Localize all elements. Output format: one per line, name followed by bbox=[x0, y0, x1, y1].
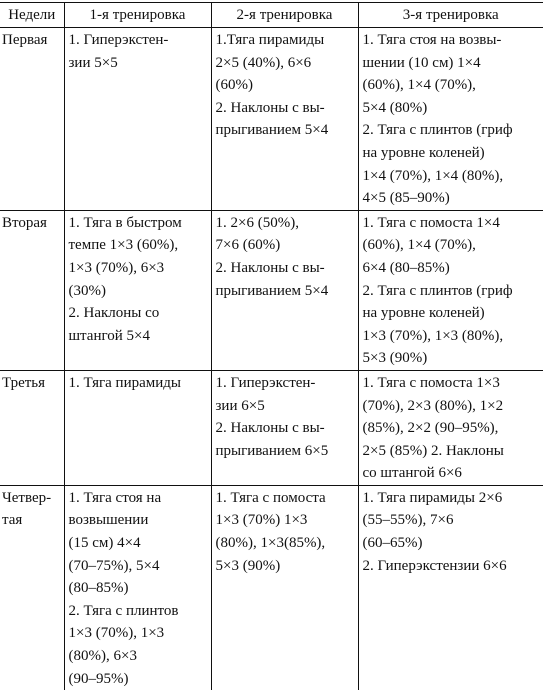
header-weeks: Недели bbox=[0, 3, 64, 28]
table-header-row bbox=[0, 3, 543, 28]
week-cell: Вторая bbox=[0, 210, 64, 370]
table-row bbox=[0, 485, 543, 690]
workout-2-cell: 1.Тяга пирамиды 2×5 (40%), 6×6 (60%) 2. Наклоны с вы- прыгиванием 5×4 bbox=[211, 28, 358, 211]
header-workout-2: 2-я тренировка bbox=[211, 3, 358, 28]
workout-1-cell: 1. Гиперэкстен- зии 5×5 bbox=[64, 28, 211, 211]
workout-1-cell: 1. Тяга стоя на возвышении (15 см) 4×4 (70–75%), 5×4 (80–85%) 2. Тяга с плинтов 1×3 (70%), 1×3 (80%), 6×3 (90–95%) bbox=[64, 485, 211, 690]
workout-3-cell: 1. Тяга с помоста 1×4 (60%), 1×4 (70%), 6×4 (80–85%) 2. Тяга с плинтов (гриф на уровне коленей) 1×3 (70%), 1×3 (80%), 5×3 (90%) bbox=[358, 210, 543, 370]
table-row bbox=[0, 210, 543, 370]
workout-2-cell: 1. Тяга с помоста 1×3 (70%) 1×3 (80%), 1×3(85%), 5×3 (90%) bbox=[211, 485, 358, 690]
workout-1-cell: 1. Тяга пирамиды bbox=[64, 370, 211, 485]
header-workout-1: 1-я тренировка bbox=[64, 3, 211, 28]
training-plan-table bbox=[0, 2, 543, 690]
table-row bbox=[0, 28, 543, 211]
table-row bbox=[0, 370, 543, 485]
week-cell: Первая bbox=[0, 28, 64, 211]
workout-2-cell: 1. 2×6 (50%), 7×6 (60%) 2. Наклоны с вы- прыгиванием 5×4 bbox=[211, 210, 358, 370]
workout-2-cell: 1. Гиперэкстен- зии 6×5 2. Наклоны с вы- прыгиванием 6×5 bbox=[211, 370, 358, 485]
workout-3-cell: 1. Тяга стоя на возвы- шении (10 см) 1×4 (60%), 1×4 (70%), 5×4 (80%) 2. Тяга с плинтов (гриф на уровне коленей) 1×4 (70%), 1×4 (80%), 4×5 (85–90%) bbox=[358, 28, 543, 211]
workout-3-cell: 1. Тяга с помоста 1×3 (70%), 2×3 (80%), 1×2 (85%), 2×2 (90–95%), 2×5 (85%) 2. Наклоны со штангой 6×6 bbox=[358, 370, 543, 485]
header-workout-3: 3-я тренировка bbox=[358, 3, 543, 28]
workout-3-cell: 1. Тяга пирамиды 2×6 (55–55%), 7×6 (60–65%) 2. Гиперэкстензии 6×6 bbox=[358, 485, 543, 690]
week-cell: Третья bbox=[0, 370, 64, 485]
week-cell: Четвер- тая bbox=[0, 485, 64, 690]
workout-1-cell: 1. Тяга в быстром темпе 1×3 (60%), 1×3 (70%), 6×3 (30%) 2. Наклоны со штангой 5×4 bbox=[64, 210, 211, 370]
